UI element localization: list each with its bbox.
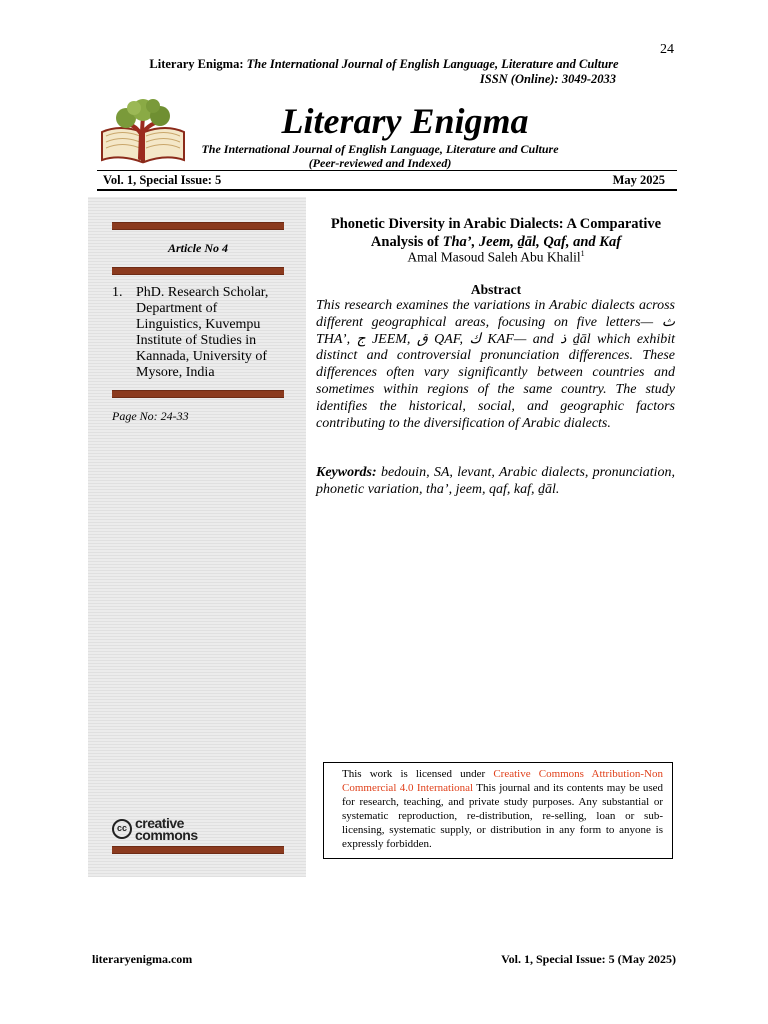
cc-symbol: cc	[112, 819, 132, 839]
sidebar-bar	[112, 267, 284, 275]
author-superscript: 1	[580, 249, 585, 258]
affiliation-text: PhD. Research Scholar, Department of Linguistics, Kuvempu Institute of Studies in Kannada, University of Mysore, India	[136, 285, 269, 380]
footer-website[interactable]: literaryenigma.com	[92, 952, 193, 966]
divider-bottom	[97, 189, 677, 191]
sidebar-bar	[112, 222, 284, 230]
journal-full-name: The International Journal of English Language, Literature and Culture	[246, 57, 619, 71]
review-status: (Peer-reviewed and Indexed)	[308, 156, 452, 170]
article-title	[316, 215, 676, 251]
article-number: Article No 4	[168, 241, 228, 255]
abstract-heading: Abstract	[470, 282, 522, 297]
license-link[interactable]: Creative Commons Attribution-Non Commercial 4.0 International	[342, 768, 663, 794]
sidebar-bar	[112, 846, 284, 854]
cc-wordmark	[135, 817, 198, 841]
author-text: Amal Masoud Saleh Abu Khalil	[407, 249, 581, 265]
title-italic: Tha’, Jeem, ḏāl, Qaf, and Kaf	[442, 234, 622, 250]
cc-wordmark-line2: commons	[135, 827, 198, 843]
article-sidebar	[88, 197, 306, 877]
journal-title: Literary Enigma	[281, 101, 529, 141]
title-line-1: Phonetic Diversity in Arabic Dialects: A Comparative	[330, 216, 662, 232]
sidebar-bar	[112, 390, 284, 398]
running-header	[0, 57, 768, 72]
license-box	[323, 762, 673, 859]
keywords-label: Keywords:	[316, 465, 377, 480]
keywords-text: bedouin, SA, levant, Arabic dialects, pronunciation, phonetic variation, tha’, jeem, qaf, kaf, ḏāl.	[316, 465, 675, 497]
cc-wordmark-line1: creative	[135, 815, 184, 831]
license-terms: This journal and its contents may be used for research, teaching, and private study purposes. Any substantial or systematic reproduction, re-distribution, re-selling, loan or sub-licensing, systematic supply, or distribution in any form to anyone is expressly forbidden.	[342, 782, 663, 850]
title-prefix: Analysis of	[370, 234, 440, 250]
creative-commons-icon	[112, 817, 198, 841]
author-name	[316, 249, 676, 266]
issn: ISSN (Online): 3049-2033	[479, 72, 616, 86]
issue-date: May 2025	[612, 173, 665, 187]
journal-subtitle: The International Journal of English Language, Literature and Culture	[201, 142, 559, 156]
license-prefix: This work is licensed under	[342, 768, 486, 780]
journal-short-name: Literary Enigma:	[149, 57, 244, 71]
page-range: Page No: 24-33	[112, 409, 189, 423]
divider-top	[97, 170, 677, 171]
keywords	[316, 465, 675, 499]
footer-issue: Vol. 1, Special Issue: 5 (May 2025)	[501, 952, 676, 966]
page-number: 24	[660, 42, 674, 57]
author-affiliation	[112, 285, 282, 381]
volume-label: Vol. 1, Special Issue: 5	[103, 173, 222, 187]
affiliation-number: 1.	[112, 285, 123, 300]
abstract-body: This research examines the variations in Arabic dialects across different geographical areas, focusing on five letters— ث THA’, ج JEEM, ق QAF, ك KAF— and ذ ḏāl which exhibit distinct and controversial pronunciation differences. These differences often vary significantly between countries and sometimes within regions of the same country. The study identifies the historical, social, and geographic factors contributing to the diversification of Arabic dialects.	[316, 298, 675, 431]
